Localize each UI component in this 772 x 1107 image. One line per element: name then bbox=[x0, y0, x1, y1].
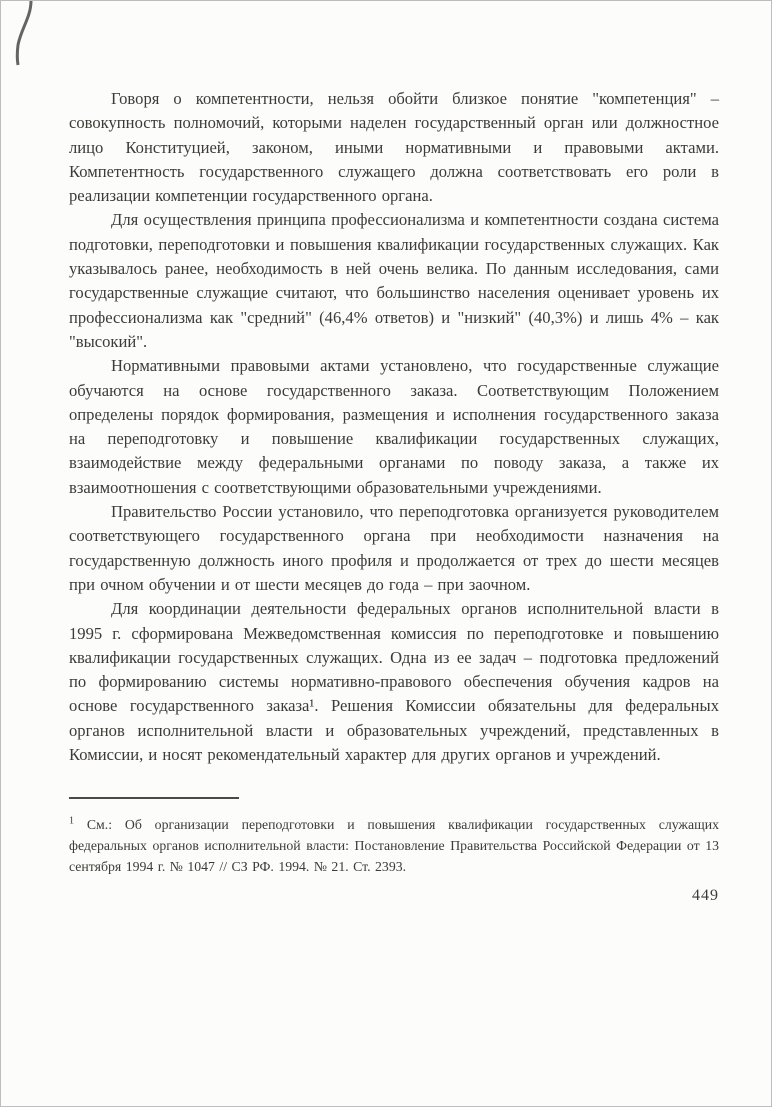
scan-corner-artifact bbox=[7, 1, 47, 71]
footnote-text: См.: Об организации переподготовки и повышения квалификации государственных служащих федеральных органов исполнительной власти: Постановление Правительства Российской Федерации от 13 сентября 1994 г. № 1047 // СЗ РФ. 1994. № 21. Ст. 2393. bbox=[69, 817, 719, 874]
page-body bbox=[69, 87, 719, 905]
footnote bbox=[69, 815, 719, 877]
paragraph-2: Для осуществления принципа профессионализма и компетентности создана система подготовки, переподготовки и повышения квалификации государственных служащих. Как указывалось ранее, необходимость в ней очень велика. По данным исследования, сами государственные служащие считают, что большинство населения оценивает уровень их профессионализма как "средний" (46,4% ответов) и "низкий" (40,3%) и лишь 4% – как "высокий". bbox=[69, 210, 719, 351]
paragraph-4: Правительство России установило, что переподготовка организуется руководителем соответствующего государственного органа при необходимости назначения на государственную должность иного профиля и продолжается от трех до шести месяцев при очном обучении и от шести месяцев до года – при заочном. bbox=[69, 502, 719, 594]
paragraph-3: Нормативными правовыми актами установлено, что государственные служащие обучаются на основе государственного заказа. Соответствующим Положением определены порядок формирования, размещения и исполнения государственного заказа на переподготовку и повышение квалификации государственных служащих, взаимодействие между федеральными органами по поводу заказа, а также их взаимоотношения с соответствующими образовательными учреждениями. bbox=[69, 356, 719, 497]
footnote-marker: 1 bbox=[69, 815, 74, 827]
paragraph-5: Для координации деятельности федеральных органов исполнительной власти в 1995 г. сформирована Межведомственная комиссия по переподготовке и повышению квалификации государственных служащих. Одна из ее задач – подготовка предложений по формированию системы нормативно-правового обеспечения обучения кадров на основе государственного заказа¹. Решения Комиссии обязательны для федеральных органов исполнительной власти и образовательных учреждений, представленных в Комиссии, и носят рекомендательный характер для других органов и учреждений. bbox=[69, 599, 719, 765]
footnote-area bbox=[69, 797, 719, 877]
page-number: 449 bbox=[692, 887, 719, 905]
footnote-separator bbox=[69, 797, 239, 799]
paragraph-1: Говоря о компетентности, нельзя обойти близкое понятие "компетенция" – совокупность полномочий, которыми наделен государственный орган или должностное лицо Конституцией, законом, иными нормативными и правовыми актами. Компетентность государственного служащего должна соответствовать его роли в реализации компетенции государственного органа. bbox=[69, 89, 719, 206]
